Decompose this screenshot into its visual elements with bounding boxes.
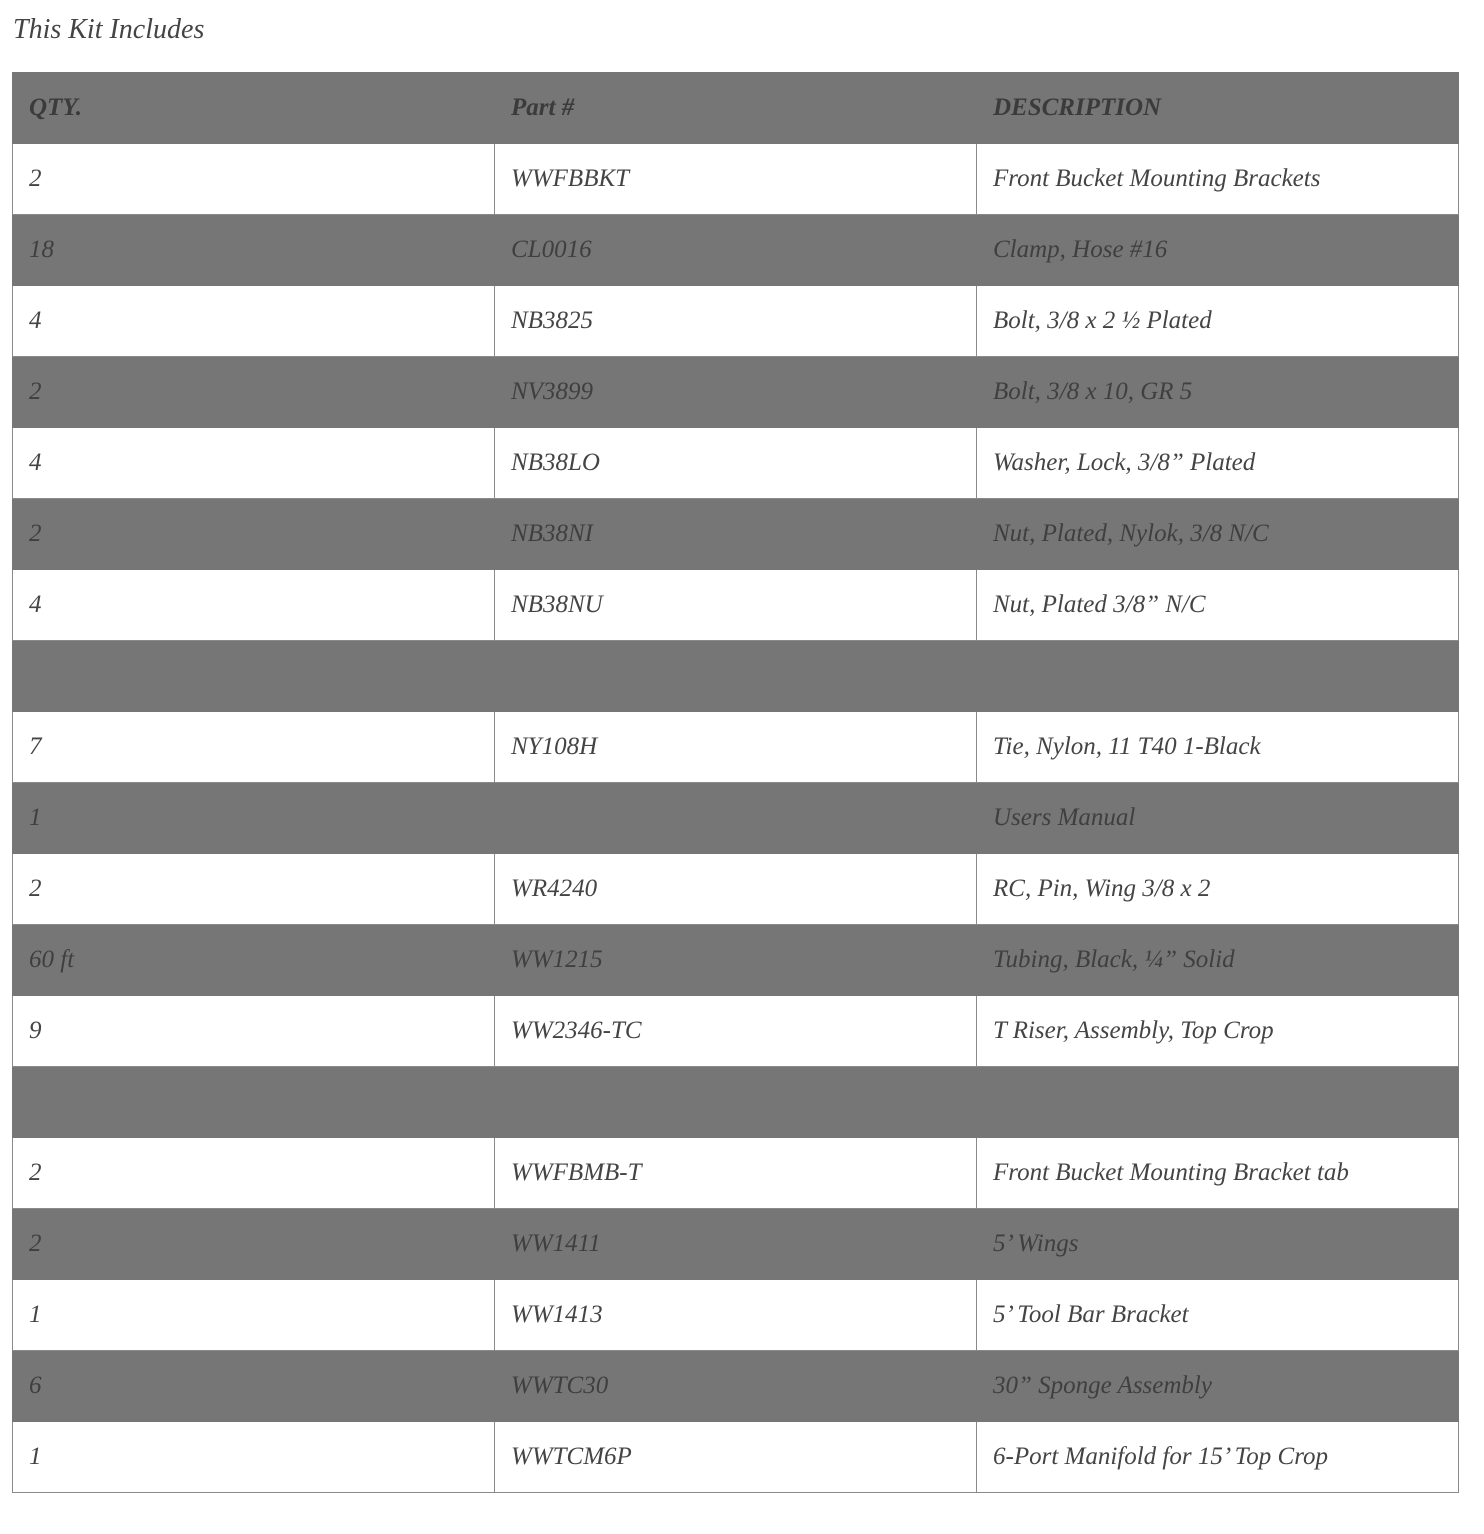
part-number-cell: NY108H bbox=[495, 712, 977, 783]
qty-cell bbox=[13, 1067, 495, 1138]
qty-cell: 1 bbox=[13, 1422, 495, 1493]
qty-cell: 2 bbox=[13, 854, 495, 925]
description-cell: Nut, Plated, Nylok, 3/8 N/C bbox=[977, 499, 1459, 570]
qty-cell: 6 bbox=[13, 1351, 495, 1422]
qty-cell: 60 ft bbox=[13, 925, 495, 996]
description-cell: 5’ Tool Bar Bracket bbox=[977, 1280, 1459, 1351]
part-number-cell: NB38NI bbox=[495, 499, 977, 570]
description-cell: Front Bucket Mounting Brackets bbox=[977, 144, 1459, 215]
part-number-cell: WW1413 bbox=[495, 1280, 977, 1351]
part-number-cell: NB38NU bbox=[495, 570, 977, 641]
table-row-empty bbox=[13, 641, 1459, 712]
part-number-cell: NB3825 bbox=[495, 286, 977, 357]
part-number-cell: NB38LO bbox=[495, 428, 977, 499]
qty-column-header: QTY. bbox=[13, 73, 495, 144]
part-number-cell: WWTCM6P bbox=[495, 1422, 977, 1493]
description-cell: 6-Port Manifold for 15’ Top Crop bbox=[977, 1422, 1459, 1493]
part-number-cell: WW1411 bbox=[495, 1209, 977, 1280]
qty-cell: 4 bbox=[13, 286, 495, 357]
qty-cell: 4 bbox=[13, 570, 495, 641]
table-row bbox=[13, 570, 1459, 641]
qty-cell: 1 bbox=[13, 1280, 495, 1351]
part-number-cell bbox=[495, 783, 977, 854]
part-number-cell: WWFBBKT bbox=[495, 144, 977, 215]
table-row bbox=[13, 1209, 1459, 1280]
table-row bbox=[13, 499, 1459, 570]
description-cell: T Riser, Assembly, Top Crop bbox=[977, 996, 1459, 1067]
table-row bbox=[13, 925, 1459, 996]
description-cell: Tubing, Black, ¼” Solid bbox=[977, 925, 1459, 996]
table-row bbox=[13, 854, 1459, 925]
description-cell: Nut, Plated 3/8” N/C bbox=[977, 570, 1459, 641]
table-row bbox=[13, 144, 1459, 215]
part-number-cell: NV3899 bbox=[495, 357, 977, 428]
table-row bbox=[13, 1138, 1459, 1209]
table-row bbox=[13, 1351, 1459, 1422]
description-cell: Front Bucket Mounting Bracket tab bbox=[977, 1138, 1459, 1209]
qty-cell: 9 bbox=[13, 996, 495, 1067]
qty-cell: 2 bbox=[13, 499, 495, 570]
part-number-cell: WWTC30 bbox=[495, 1351, 977, 1422]
part-number-cell: WR4240 bbox=[495, 854, 977, 925]
kit-contents-table bbox=[12, 72, 1459, 1493]
qty-cell: 2 bbox=[13, 357, 495, 428]
table-row bbox=[13, 783, 1459, 854]
description-cell: 30” Sponge Assembly bbox=[977, 1351, 1459, 1422]
part-number-column-header: Part # bbox=[495, 73, 977, 144]
description-cell bbox=[977, 641, 1459, 712]
qty-cell bbox=[13, 641, 495, 712]
qty-cell: 2 bbox=[13, 1209, 495, 1280]
description-cell: Clamp, Hose #16 bbox=[977, 215, 1459, 286]
table-row bbox=[13, 428, 1459, 499]
description-cell: Tie, Nylon, 11 T40 1-Black bbox=[977, 712, 1459, 783]
table-row bbox=[13, 1280, 1459, 1351]
part-number-cell: WW1215 bbox=[495, 925, 977, 996]
table-row bbox=[13, 215, 1459, 286]
header-row bbox=[13, 73, 1459, 144]
page-title: This Kit Includes bbox=[13, 14, 205, 45]
part-number-cell bbox=[495, 1067, 977, 1138]
qty-cell: 18 bbox=[13, 215, 495, 286]
table-row bbox=[13, 286, 1459, 357]
qty-cell: 1 bbox=[13, 783, 495, 854]
qty-cell: 2 bbox=[13, 144, 495, 215]
table-header bbox=[13, 73, 1459, 144]
description-cell bbox=[977, 1067, 1459, 1138]
qty-cell: 4 bbox=[13, 428, 495, 499]
table-row bbox=[13, 357, 1459, 428]
description-cell: Bolt, 3/8 x 2 ½ Plated bbox=[977, 286, 1459, 357]
description-cell: Bolt, 3/8 x 10, GR 5 bbox=[977, 357, 1459, 428]
table-row bbox=[13, 996, 1459, 1067]
description-column-header: DESCRIPTION bbox=[977, 73, 1459, 144]
part-number-cell bbox=[495, 641, 977, 712]
description-cell: RC, Pin, Wing 3/8 x 2 bbox=[977, 854, 1459, 925]
description-cell: Washer, Lock, 3/8” Plated bbox=[977, 428, 1459, 499]
table-row bbox=[13, 1422, 1459, 1493]
table-body bbox=[13, 144, 1459, 1493]
part-number-cell: CL0016 bbox=[495, 215, 977, 286]
table-row bbox=[13, 712, 1459, 783]
part-number-cell: WW2346-TC bbox=[495, 996, 977, 1067]
part-number-cell: WWFBMB-T bbox=[495, 1138, 977, 1209]
qty-cell: 2 bbox=[13, 1138, 495, 1209]
qty-cell: 7 bbox=[13, 712, 495, 783]
description-cell: 5’ Wings bbox=[977, 1209, 1459, 1280]
table-row-empty bbox=[13, 1067, 1459, 1138]
description-cell: Users Manual bbox=[977, 783, 1459, 854]
